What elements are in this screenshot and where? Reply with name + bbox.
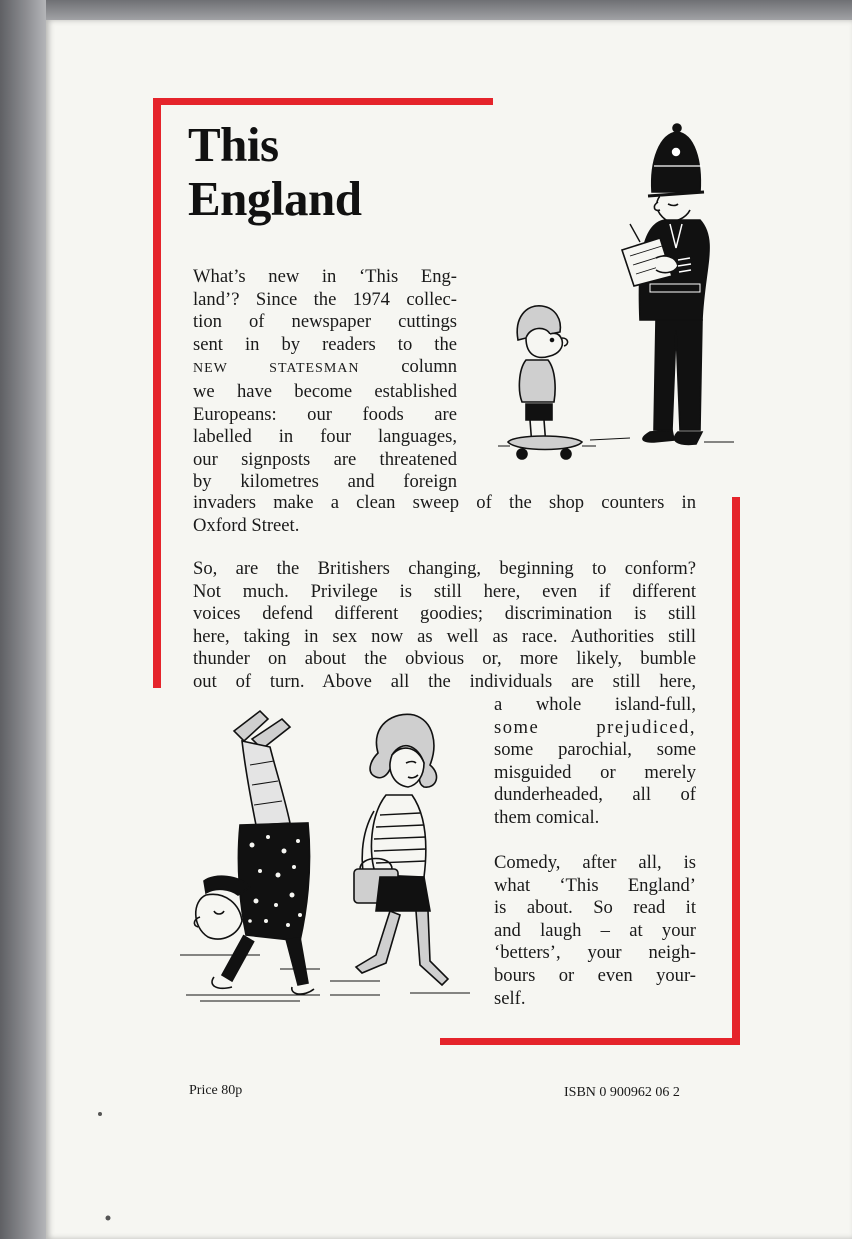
text-line: ‘betters’, your neigh-	[494, 942, 696, 964]
text-line-publication: NEW STATESMAN column	[193, 356, 457, 378]
blurb-paragraph-2-continued	[494, 694, 696, 830]
policeman-and-boy-illustration	[490, 120, 740, 465]
blurb-paragraph-2	[193, 558, 696, 694]
title-line-2: England	[188, 171, 362, 226]
text-line: we have become established	[193, 380, 457, 402]
text-line: What’s new in ‘This Eng-	[193, 266, 457, 287]
blurb-paragraph-1	[193, 266, 457, 494]
text-line: bours or even your-	[494, 964, 696, 986]
text-line: and laugh – at your	[494, 919, 696, 941]
book-title	[188, 118, 362, 226]
text-line: Europeans: our foods are	[193, 403, 457, 425]
text-line: dunderheaded, all of	[494, 784, 696, 806]
text-line: them comical.	[494, 806, 600, 828]
text-line: by kilometres and foreign	[193, 471, 457, 493]
scan-specks	[90, 1100, 120, 1230]
handstand-and-woman-illustration	[180, 705, 475, 1010]
text-line: tion of newspaper cuttings	[193, 311, 457, 333]
text-line: is about. So read it	[494, 897, 696, 919]
red-frame-top	[153, 98, 493, 105]
scan-edge-top	[46, 0, 852, 22]
walking-woman-figure	[330, 714, 470, 995]
text-line: thunder on about the obvious or, more likely, bumble	[193, 648, 696, 670]
isbn-label: ISBN 0 900962 06 2	[564, 1085, 680, 1100]
text-line: our signposts are threatened	[193, 448, 457, 470]
boy-figure	[498, 306, 596, 459]
red-frame-bottom	[440, 1038, 740, 1045]
blurb-paragraph-1-continued	[193, 492, 696, 537]
text-line: some parochial, some	[494, 739, 696, 761]
text-line: Comedy, after all, is	[494, 852, 696, 873]
text-line: So, are the Britishers changing, beginning to conform?	[193, 558, 696, 579]
price-label: Price 80p	[189, 1083, 243, 1098]
text-line: Not much. Privilege is still here, even if different	[193, 580, 696, 602]
publication-name: NEW STATESMAN	[193, 361, 360, 377]
text-line: out of turn. Above all the individuals are still here,	[193, 670, 696, 692]
title-line-1: This	[188, 117, 279, 172]
text-line: labelled in four languages,	[193, 426, 457, 448]
text-line: invaders make a clean sweep of the shop counters in	[193, 492, 696, 513]
red-frame-left	[153, 98, 161, 688]
text-line: land’? Since the 1974 collec-	[193, 288, 457, 310]
text-line: sent in by readers to the	[193, 333, 457, 355]
handstand-man-figure	[180, 711, 320, 1001]
text-line: a whole island-full,	[494, 694, 696, 715]
text-line: some prejudiced,	[494, 716, 696, 738]
text-line: Oxford Street.	[193, 514, 300, 536]
text-line: what ‘This England’	[494, 874, 696, 896]
red-frame-right	[732, 497, 740, 1045]
text-line: self.	[494, 987, 526, 1009]
policeman-figure	[590, 124, 734, 444]
text-line: misguided or merely	[494, 761, 696, 783]
text-line: voices defend different goodies; discrimination is still	[193, 603, 696, 625]
blurb-paragraph-3	[494, 852, 696, 1010]
text-line: here, taking in sex now as well as race. Authorities still	[193, 625, 696, 647]
scan-edge-left	[0, 0, 46, 1239]
